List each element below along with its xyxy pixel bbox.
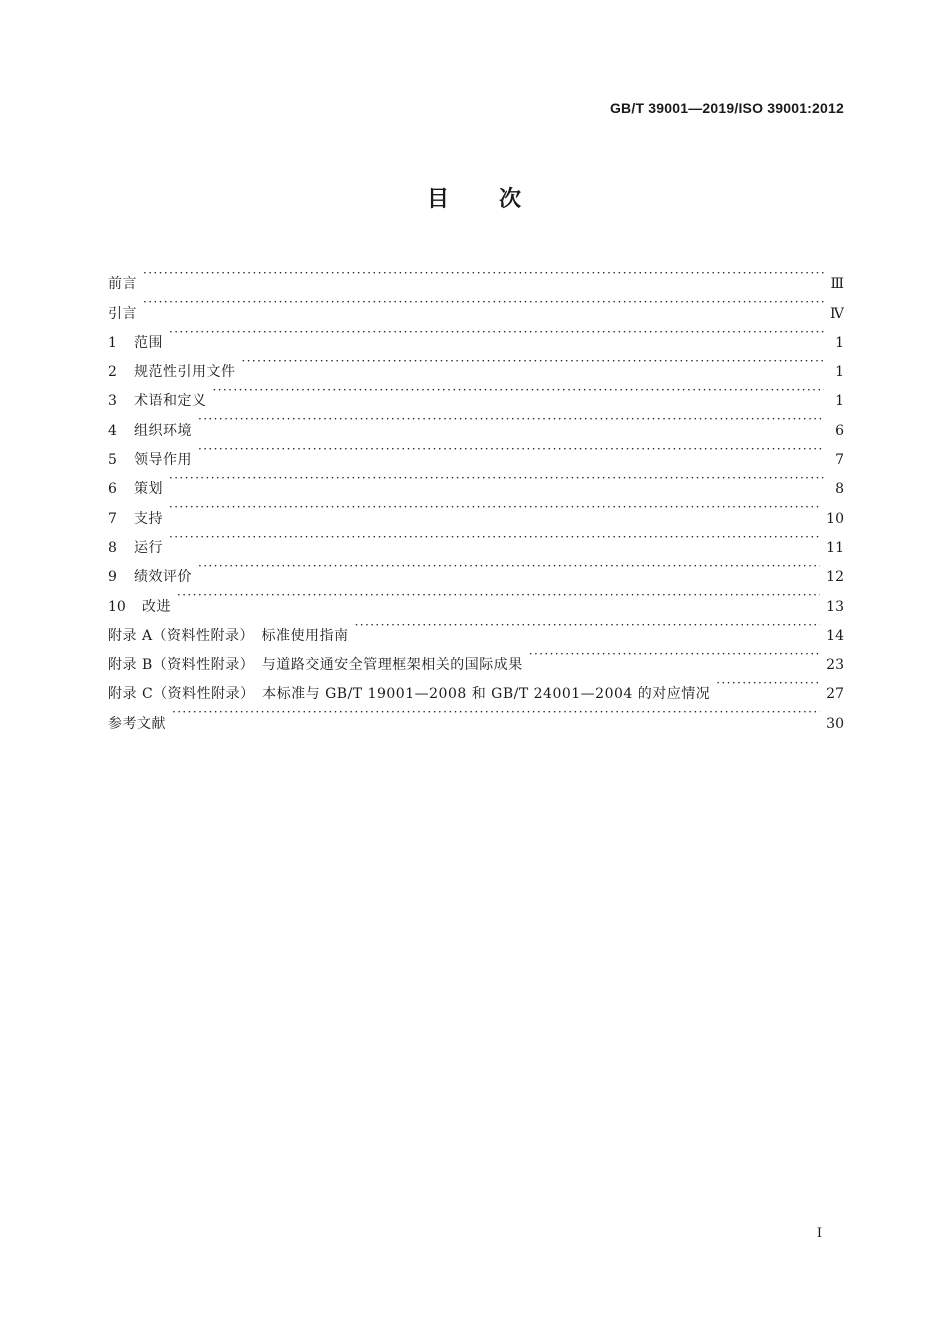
- toc-entry-label: 范围: [134, 334, 163, 351]
- toc-entry-label: 支持: [134, 510, 163, 527]
- standard-code: GB/T 39001—2019/ISO 39001:2012: [609, 100, 844, 116]
- table-of-contents: [108, 259, 844, 732]
- toc-entry-label: 引言: [108, 305, 137, 322]
- page-title: [0, 182, 950, 213]
- page-number: Ⅰ: [816, 1226, 822, 1241]
- toc-entry-page: 27: [826, 686, 844, 703]
- toc-leader-dots: [169, 523, 820, 552]
- toc-entry-page: 23: [826, 657, 844, 674]
- toc-entry-page: 10: [826, 510, 844, 527]
- toc-entry-label: 运行: [134, 539, 163, 556]
- toc-entry-number: 4: [108, 422, 117, 439]
- toc-entry-page: Ⅲ: [830, 276, 844, 293]
- toc-entry-number: 10: [108, 598, 126, 615]
- toc-entry-page: 30: [826, 715, 844, 732]
- toc-leader-dots: [169, 464, 824, 493]
- toc-entry-terms-definitions[interactable]: [108, 376, 844, 410]
- toc-entry-page: 1: [835, 364, 844, 381]
- toc-entry-operation[interactable]: [108, 523, 844, 556]
- toc-entry-number: 6: [108, 481, 117, 498]
- toc-entry-label: 规范性引用文件: [134, 364, 236, 381]
- toc-entry-page: 1: [835, 393, 844, 410]
- toc-entry-label: 绩效评价: [134, 569, 192, 586]
- toc-entry-context[interactable]: [108, 405, 844, 439]
- toc-entry-label: 附录 A（资料性附录） 标准使用指南: [108, 627, 349, 644]
- toc-entry-label: 附录 B（资料性附录） 与道路交通安全管理框架相关的国际成果: [108, 657, 523, 674]
- toc-entry-label: 前言: [108, 276, 137, 293]
- toc-entry-label: 附录 C（资料性附录） 本标准与 GB/T 19001—2008 和 GB/T 24001—2004 的对应情况: [108, 686, 711, 703]
- toc-entry-number: 1: [108, 334, 117, 351]
- toc-entry-number: 5: [108, 452, 117, 469]
- toc-leader-dots: [198, 435, 824, 464]
- toc-entry-bibliography[interactable]: [108, 698, 844, 732]
- toc-entry-number: 9: [108, 569, 117, 586]
- toc-entry-page: 14: [826, 627, 844, 644]
- toc-leader-dots: [716, 669, 820, 698]
- toc-entry-number: 8: [108, 539, 117, 556]
- toc-leader-dots: [355, 611, 821, 640]
- toc-entry-planning[interactable]: [108, 464, 844, 498]
- toc-leader-dots: [198, 405, 824, 434]
- toc-entry-scope[interactable]: [108, 318, 844, 351]
- toc-entry-normative-references[interactable]: [108, 347, 844, 381]
- toc-entry-improvement[interactable]: [108, 581, 844, 615]
- toc-leader-dots: [529, 640, 820, 669]
- toc-entry-support[interactable]: [108, 493, 844, 527]
- title-char-1: 目: [426, 187, 451, 212]
- toc-leader-dots: [242, 347, 825, 376]
- toc-leader-dots: [177, 581, 820, 610]
- toc-entry-label: 策划: [134, 481, 163, 498]
- toc-entry-performance-evaluation[interactable]: [108, 552, 844, 586]
- toc-entry-page: 12: [826, 569, 844, 586]
- toc-entry-page: 13: [826, 598, 844, 615]
- toc-entry-label: 术语和定义: [134, 393, 207, 410]
- toc-entry-annex-a[interactable]: [108, 611, 844, 644]
- toc-leader-dots: [169, 493, 820, 522]
- toc-entry-number: 7: [108, 510, 117, 527]
- toc-leader-dots: [143, 259, 824, 288]
- toc-leader-dots: [172, 698, 820, 727]
- toc-entry-page: 11: [826, 539, 844, 556]
- toc-leader-dots: [198, 552, 820, 581]
- toc-entry-page: 1: [835, 334, 844, 351]
- toc-entry-introduction[interactable]: [108, 288, 844, 322]
- toc-leader-dots: [213, 376, 825, 405]
- toc-entry-page: 7: [835, 452, 844, 469]
- toc-entry-label: 领导作用: [134, 452, 192, 469]
- toc-leader-dots: [169, 318, 824, 347]
- toc-entry-page: 6: [835, 422, 844, 439]
- toc-entry-number: 2: [108, 364, 117, 381]
- toc-entry-label: 参考文献: [108, 715, 166, 732]
- toc-entry-label: 改进: [142, 598, 171, 615]
- toc-entry-number: 3: [108, 393, 117, 410]
- toc-entry-leadership[interactable]: [108, 435, 844, 469]
- toc-entry-page: 8: [835, 481, 844, 498]
- toc-entry-label: 组织环境: [134, 422, 192, 439]
- toc-entry-page: Ⅳ: [830, 305, 844, 322]
- title-char-2: 次: [499, 187, 524, 212]
- toc-leader-dots: [143, 288, 824, 317]
- toc-entry-foreword[interactable]: [108, 259, 844, 293]
